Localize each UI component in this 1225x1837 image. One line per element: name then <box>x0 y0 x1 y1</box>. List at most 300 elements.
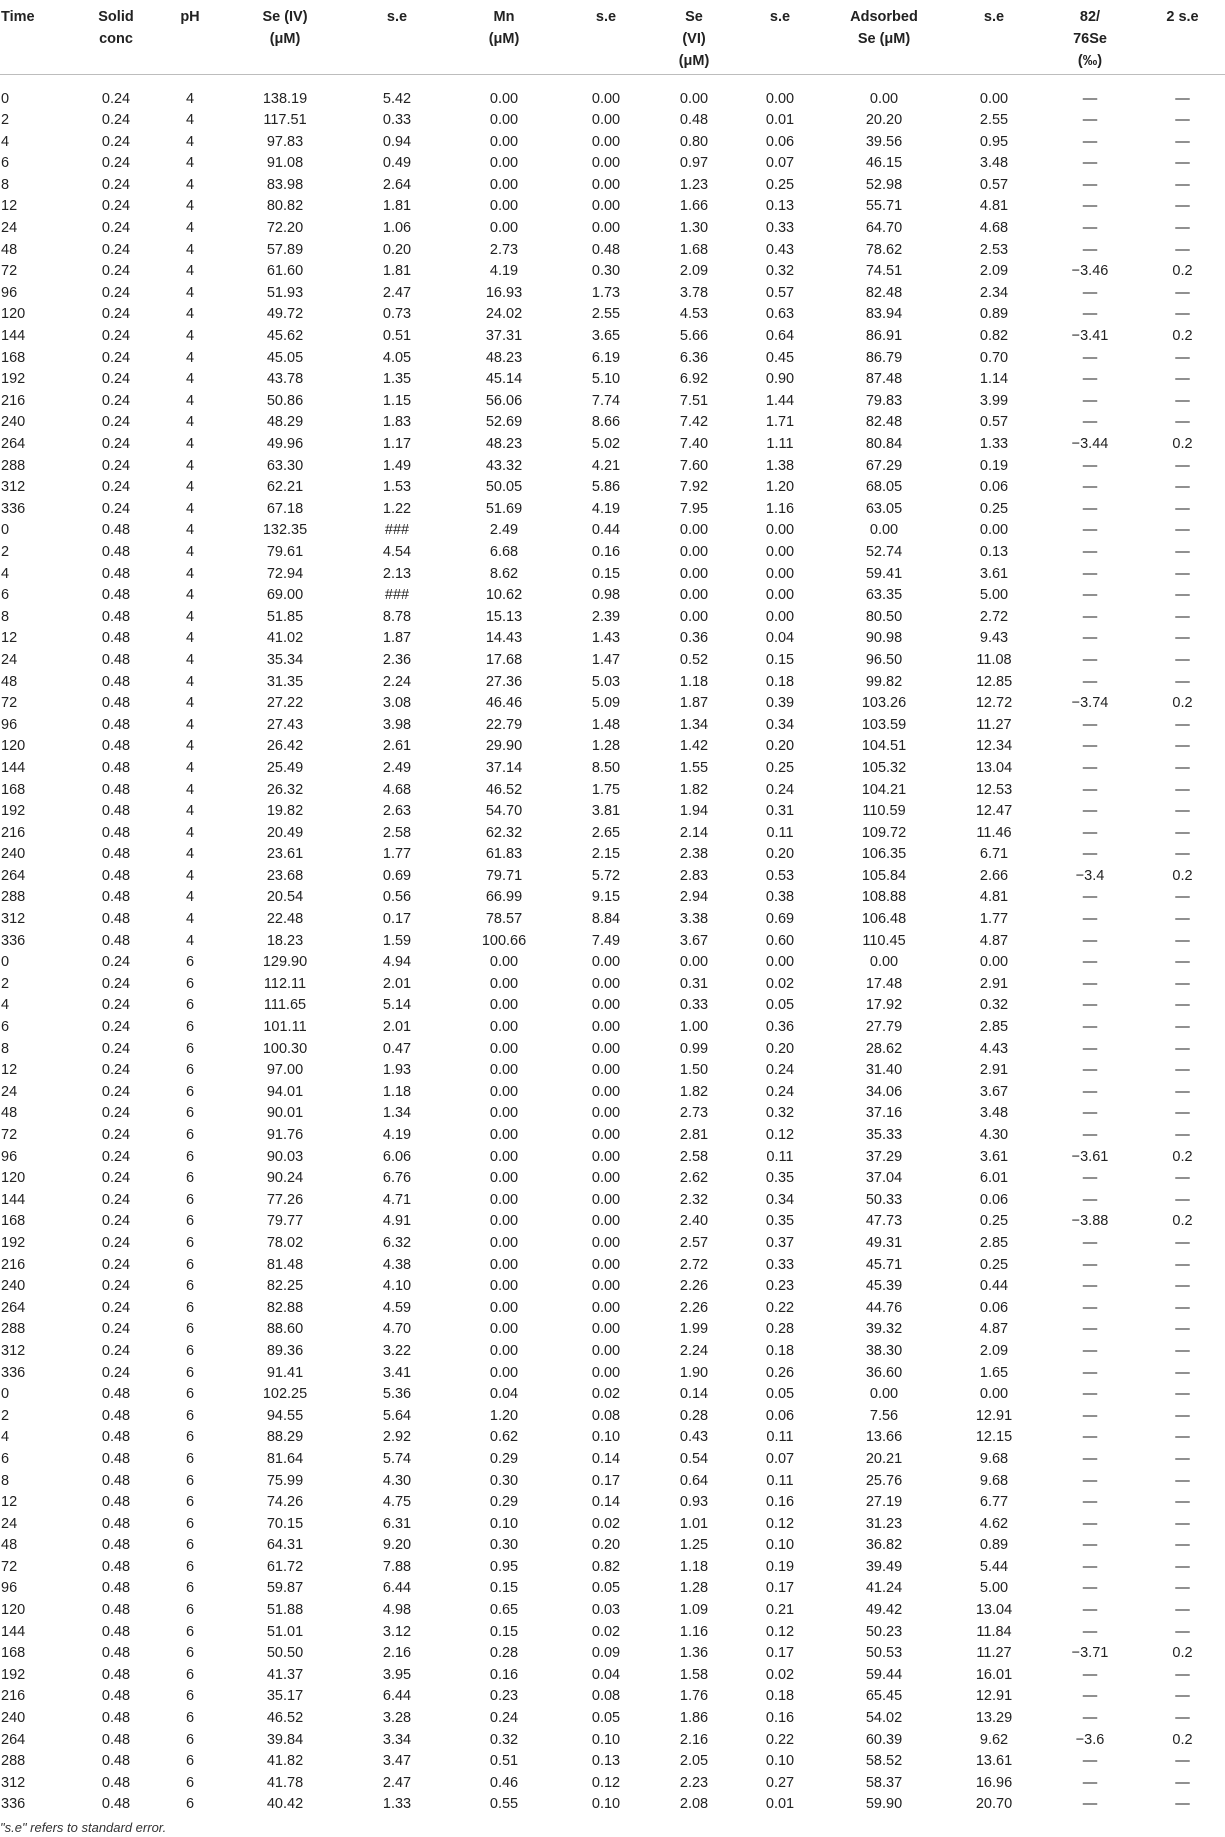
table-cell: 11.46 <box>976 824 1012 841</box>
table-cell: 0.00 <box>679 565 709 582</box>
table-cell: 0.00 <box>489 1127 519 1143</box>
table-cell: 6 <box>185 1602 195 1619</box>
table-cell: 0 <box>1 90 10 107</box>
table-cell: 24 <box>1 1515 18 1532</box>
table-cell: — <box>1082 457 1098 474</box>
table-cell: 1.28 <box>591 738 621 755</box>
table-cell: 1.35 <box>382 371 412 388</box>
table-cell: 0.00 <box>591 1234 621 1251</box>
table-row <box>0 672 1225 694</box>
table-cell: 0.43 <box>679 1429 709 1446</box>
table-cell: 12 <box>1 1062 18 1079</box>
table-cell: 2.01 <box>382 1019 412 1036</box>
table-cell: 0.57 <box>765 284 795 301</box>
table-cell: 168 <box>1 781 26 798</box>
table-cell: 2.62 <box>679 1170 709 1187</box>
table-cell: 4 <box>185 738 195 755</box>
table-cell: 4 <box>185 284 195 301</box>
table-cell: 2.26 <box>679 1299 709 1316</box>
table-cell: — <box>1082 1299 1098 1316</box>
table-cell: 144 <box>1 328 26 345</box>
table-cell: 1.38 <box>765 457 795 474</box>
table-cell: 0.19 <box>765 1558 795 1575</box>
table-cell: 120 <box>1 738 26 755</box>
table-cell: 0.48 <box>101 1407 131 1424</box>
table-cell: 264 <box>1 867 26 884</box>
table-cell: 6 <box>185 1472 195 1489</box>
table-cell: 0.13 <box>765 198 795 215</box>
table-cell: 0.48 <box>101 911 131 928</box>
table-cell: 25.49 <box>266 759 304 776</box>
table-cell: 5.66 <box>679 328 709 345</box>
table-cell: 31.40 <box>865 1062 903 1079</box>
table-cell: — <box>1082 1364 1098 1381</box>
table-cell: 3.67 <box>979 1083 1009 1100</box>
table-cell: 46.52 <box>266 1710 304 1727</box>
table-cell: — <box>1082 759 1098 776</box>
table-cell: 2.72 <box>679 1256 709 1273</box>
table-cell: 4 <box>1 565 10 582</box>
table-cell: 0.00 <box>489 1062 519 1079</box>
table-cell: 4.10 <box>382 1278 412 1295</box>
table-cell: 4 <box>185 695 195 712</box>
table-cell: 0.18 <box>765 673 795 690</box>
table-cell: 336 <box>1 932 26 949</box>
table-cell: 1.18 <box>679 1558 709 1575</box>
table-cell: 336 <box>1 500 26 517</box>
table-cell: 0.55 <box>489 1796 519 1813</box>
table-cell: 1.30 <box>679 220 709 237</box>
table-cell: 4 <box>185 911 195 928</box>
table-cell: 6 <box>185 1170 195 1187</box>
table-cell: 68.05 <box>865 479 903 496</box>
table-cell: — <box>1082 716 1098 733</box>
table-cell: 0.00 <box>765 90 795 107</box>
table-cell: 64.70 <box>865 220 903 237</box>
table-cell: 4 <box>185 155 195 172</box>
table-cell: 0.24 <box>101 241 131 258</box>
table-cell: 0.24 <box>101 284 131 301</box>
table-cell: 0.00 <box>489 220 519 237</box>
table-cell: 0.06 <box>979 1299 1009 1316</box>
table-cell: 0.70 <box>979 349 1009 366</box>
table-cell: — <box>1082 176 1098 193</box>
table-cell: 4 <box>185 112 195 129</box>
table-cell: 0.24 <box>101 975 131 992</box>
table-cell: 192 <box>1 371 26 388</box>
table-row <box>0 1060 1225 1082</box>
table-cell: — <box>1175 1321 1190 1338</box>
table-cell: 0.65 <box>489 1602 519 1619</box>
table-row <box>0 412 1225 434</box>
table-cell: 0.25 <box>765 759 795 776</box>
table-cell: — <box>1082 241 1098 258</box>
table-cell: 94.01 <box>266 1083 304 1100</box>
table-cell: 0.06 <box>979 1191 1009 1208</box>
table-cell: 0.25 <box>979 1256 1009 1273</box>
table-cell: 4.53 <box>679 306 709 323</box>
table-cell: 1.09 <box>679 1602 709 1619</box>
table-cell: 0.48 <box>101 803 131 820</box>
table-cell: 39.56 <box>865 133 903 150</box>
table-cell: 0.00 <box>489 975 519 992</box>
column-header <box>0 0 72 74</box>
table-cell: 0.26 <box>765 1364 795 1381</box>
table-cell: 0.10 <box>591 1731 621 1748</box>
table-cell: 20.20 <box>865 112 903 129</box>
table-cell: 0.37 <box>765 1234 795 1251</box>
table-cell: 0.19 <box>979 457 1009 474</box>
table-cell: 4.54 <box>382 543 412 560</box>
table-cell: 2 <box>1 975 10 992</box>
table-row <box>0 1665 1225 1687</box>
table-cell: 4 <box>1 133 10 150</box>
table-cell: 97.00 <box>266 1062 304 1079</box>
table-cell: 0.00 <box>489 1170 519 1187</box>
table-cell: — <box>1175 414 1190 431</box>
table-cell: 6 <box>185 1753 195 1770</box>
table-cell: 0.00 <box>679 587 709 604</box>
table-cell: 0.24 <box>101 220 131 237</box>
table-cell: 0.00 <box>591 176 621 193</box>
table-cell: 0.00 <box>591 1364 621 1381</box>
table-cell: 59.87 <box>266 1580 304 1597</box>
table-row <box>0 715 1225 737</box>
table-cell: 0.48 <box>101 1494 131 1511</box>
table-cell: — <box>1082 1774 1098 1791</box>
table-cell: 0.24 <box>101 457 131 474</box>
table-cell: 6 <box>185 1364 195 1381</box>
table-cell: 6 <box>185 1062 195 1079</box>
table-cell: 110.45 <box>862 932 906 949</box>
table-cell: 0.48 <box>101 1753 131 1770</box>
table-cell: 70.15 <box>266 1515 304 1532</box>
table-cell: 336 <box>1 1796 26 1813</box>
table-cell: 0.00 <box>591 1062 621 1079</box>
table-cell: 4 <box>185 867 195 884</box>
table-cell: 0.2 <box>1172 1731 1193 1748</box>
table-cell: 0.48 <box>101 1796 131 1813</box>
table-cell: — <box>1175 1364 1190 1381</box>
table-cell: 0.51 <box>382 328 412 345</box>
column-header <box>1040 0 1140 74</box>
table-cell: 0.97 <box>679 155 709 172</box>
table-cell: 6 <box>185 997 195 1014</box>
table-cell: — <box>1175 349 1190 366</box>
table-cell: 0.16 <box>591 543 621 560</box>
table-cell: 264 <box>1 1731 26 1748</box>
table-cell: 0.48 <box>101 673 131 690</box>
table-cell: — <box>1175 824 1190 841</box>
column-header-line: Time <box>1 9 35 25</box>
table-cell: 5.14 <box>382 997 412 1014</box>
table-cell: 0.00 <box>591 1170 621 1187</box>
table-cell: 1.33 <box>979 436 1009 452</box>
table-cell: 80.50 <box>865 608 903 625</box>
table-cell: 4.19 <box>489 263 519 280</box>
table-cell: 66.99 <box>485 889 523 906</box>
table-cell: 4.62 <box>979 1515 1009 1532</box>
table-row <box>0 89 1225 111</box>
table-cell: 6 <box>185 1148 195 1165</box>
table-cell: 0.15 <box>765 651 795 668</box>
table-cell: 0.00 <box>489 112 519 129</box>
table-cell: 0.00 <box>591 1019 621 1036</box>
table-cell: 0.00 <box>591 133 621 150</box>
table-cell: — <box>1082 1407 1098 1424</box>
table-cell: — <box>1175 1450 1190 1467</box>
table-cell: 0.16 <box>765 1710 795 1727</box>
table-cell: — <box>1175 587 1190 604</box>
table-cell: 111.65 <box>263 997 307 1014</box>
table-cell: 9.62 <box>979 1731 1009 1748</box>
table-cell: 4 <box>1 997 10 1014</box>
table-cell: 41.02 <box>266 630 304 647</box>
table-cell: 0.11 <box>766 1429 794 1446</box>
table-cell: 0.48 <box>101 824 131 841</box>
table-cell: 72.94 <box>266 565 304 582</box>
table-cell: 12.91 <box>975 1407 1013 1424</box>
table-cell: 6.06 <box>382 1148 412 1165</box>
table-cell: 45.62 <box>266 328 304 345</box>
table-row <box>0 1082 1225 1104</box>
table-cell: 4 <box>185 630 195 647</box>
table-cell: 17.68 <box>485 651 523 668</box>
table-cell: 0.00 <box>489 1105 519 1122</box>
table-cell: — <box>1082 1429 1098 1446</box>
table-cell: 2.09 <box>979 1342 1009 1359</box>
table-row <box>0 218 1225 240</box>
column-header-line: Adsorbed <box>850 9 918 25</box>
table-cell: — <box>1175 1234 1190 1251</box>
table-cell: 0.00 <box>679 954 709 971</box>
table-cell: 6.44 <box>382 1580 412 1597</box>
table-cell: 1.83 <box>382 414 412 431</box>
table-cell: 2.91 <box>979 1062 1009 1079</box>
table-cell: 0.24 <box>101 1234 131 1251</box>
table-cell: 9.15 <box>591 889 621 906</box>
table-row <box>0 434 1225 456</box>
table-cell: — <box>1082 90 1098 107</box>
table-cell: 4 <box>185 133 195 150</box>
table-cell: — <box>1175 1537 1190 1554</box>
table-cell: 2.09 <box>979 263 1009 280</box>
table-cell: 88.60 <box>266 1321 304 1338</box>
table-cell: 1.86 <box>679 1710 709 1727</box>
table-cell: 6 <box>185 1731 195 1748</box>
table-cell: 0.24 <box>101 1019 131 1036</box>
table-cell: — <box>1082 1105 1098 1122</box>
table-cell: 54.70 <box>485 803 523 820</box>
table-cell: 0.48 <box>679 112 709 129</box>
table-cell: 0.24 <box>101 954 131 971</box>
table-cell: 0.38 <box>765 889 795 906</box>
table-cell: 1.73 <box>591 284 621 301</box>
table-cell: — <box>1175 1299 1190 1316</box>
table-cell: — <box>1175 975 1190 992</box>
table-cell: 3.47 <box>382 1753 412 1770</box>
table-cell: 0.48 <box>101 1558 131 1575</box>
table-cell: 0.48 <box>101 867 131 884</box>
table-cell: 1.99 <box>679 1321 709 1338</box>
table-cell: — <box>1175 608 1190 625</box>
table-cell: 2.47 <box>382 1774 412 1791</box>
table-cell: — <box>1175 1602 1190 1619</box>
table-cell: 0.2 <box>1172 867 1193 884</box>
table-cell: 81.64 <box>266 1450 304 1467</box>
table-cell: 11.27 <box>976 1645 1012 1662</box>
table-cell: 104.21 <box>861 781 907 798</box>
table-cell: 2.08 <box>679 1796 709 1813</box>
table-cell: 0.48 <box>101 1688 131 1705</box>
table-cell: 78.62 <box>865 241 903 258</box>
table-cell: −3.46 <box>1071 263 1109 280</box>
table-cell: 48 <box>1 1537 18 1554</box>
table-cell: 0.24 <box>101 1083 131 1100</box>
table-row <box>0 283 1225 305</box>
table-cell: 43.32 <box>485 457 523 474</box>
table-cell: 82.48 <box>865 284 903 301</box>
table-cell: — <box>1082 565 1098 582</box>
table-cell: 82.25 <box>266 1278 304 1295</box>
table-cell: 1.76 <box>679 1688 709 1705</box>
table-cell: 1.93 <box>382 1062 412 1079</box>
table-cell: 8 <box>1 1040 10 1057</box>
table-cell: 0.94 <box>382 133 412 150</box>
table-cell: 0.00 <box>591 975 621 992</box>
table-cell: 14.43 <box>485 630 523 647</box>
table-cell: 0.07 <box>765 1450 795 1467</box>
table-row <box>0 1211 1225 1233</box>
table-cell: — <box>1082 911 1098 928</box>
table-cell: 0.24 <box>101 176 131 193</box>
table-cell: 83.98 <box>266 176 304 193</box>
table-cell: 16.01 <box>975 1666 1013 1683</box>
table-body <box>0 74 1225 1816</box>
table-cell: — <box>1082 1278 1098 1295</box>
table-cell: 0.32 <box>979 997 1009 1014</box>
table-cell: 0.00 <box>489 954 519 971</box>
table-cell: 6 <box>185 1688 195 1705</box>
table-cell: 2.49 <box>382 759 412 776</box>
table-cell: 0 <box>1 954 10 971</box>
table-cell: 0.25 <box>979 1213 1009 1230</box>
table-cell: 192 <box>1 803 26 820</box>
table-cell: — <box>1082 1386 1098 1403</box>
table-cell: — <box>1175 1558 1190 1575</box>
column-header-line: 2 s.e <box>1166 9 1199 25</box>
table-cell: 0.10 <box>765 1753 795 1770</box>
table-cell: 4 <box>185 932 195 949</box>
table-cell: 2.57 <box>679 1234 709 1251</box>
table-cell: 10.62 <box>485 587 523 604</box>
table-cell: 0.00 <box>679 543 709 560</box>
table-cell: 0.00 <box>591 90 621 107</box>
table-cell: 0.00 <box>591 1105 621 1122</box>
table-cell: 0.05 <box>765 1386 795 1403</box>
table-cell: 0.89 <box>979 306 1009 323</box>
table-cell: 2.58 <box>679 1148 709 1165</box>
table-cell: 9.20 <box>382 1537 412 1554</box>
table-cell: 3.48 <box>979 1105 1009 1122</box>
table-cell: 0.24 <box>101 133 131 150</box>
table-row <box>0 1125 1225 1147</box>
table-cell: 0.82 <box>591 1558 621 1575</box>
table-cell: 0.48 <box>101 1666 131 1683</box>
table-cell: — <box>1175 716 1190 733</box>
table-cell: 2.55 <box>979 112 1009 129</box>
table-row <box>0 1514 1225 1536</box>
column-header-line: Se (IV) <box>262 9 308 25</box>
table-cell: 2.24 <box>679 1342 709 1359</box>
table-cell: 4.75 <box>382 1494 412 1511</box>
table-row <box>0 1773 1225 1795</box>
table-cell: 109.72 <box>861 824 907 841</box>
table-cell: 240 <box>1 1710 26 1727</box>
table-cell: −3.88 <box>1071 1213 1109 1230</box>
table-cell: 3.61 <box>979 565 1009 582</box>
column-header-line: conc <box>99 31 133 47</box>
table-cell: — <box>1175 759 1190 776</box>
table-row <box>0 758 1225 780</box>
column-header-line: (‰) <box>1077 53 1103 69</box>
table-cell: 4 <box>185 781 195 798</box>
table-cell: 6 <box>185 954 195 971</box>
table-cell: 6 <box>185 1105 195 1122</box>
table-cell: 87.48 <box>865 371 903 388</box>
table-cell: 192 <box>1 1234 26 1251</box>
table-cell: 129.90 <box>262 954 308 971</box>
table-cell: 0.48 <box>101 1537 131 1554</box>
table-row <box>0 1341 1225 1363</box>
table-cell: 4.30 <box>979 1127 1009 1143</box>
table-row <box>0 1147 1225 1169</box>
table-cell: 6 <box>185 1234 195 1251</box>
table-cell: 54.02 <box>865 1710 903 1727</box>
table-cell: 0.00 <box>489 198 519 215</box>
table-row <box>0 1643 1225 1665</box>
table-cell: — <box>1082 1666 1098 1683</box>
table-row <box>0 196 1225 218</box>
table-row <box>0 1384 1225 1406</box>
table-cell: 51.93 <box>266 284 304 301</box>
table-cell: 4 <box>185 824 195 841</box>
table-cell: 105.32 <box>861 759 907 776</box>
table-cell: 6 <box>185 975 195 992</box>
table-cell: 20.21 <box>865 1450 903 1467</box>
table-cell: 0.00 <box>591 155 621 172</box>
table-row <box>0 650 1225 672</box>
table-cell: 106.48 <box>861 911 907 928</box>
table-cell: — <box>1175 1774 1190 1791</box>
table-cell: 0.00 <box>591 1083 621 1100</box>
table-cell: 48 <box>1 241 18 258</box>
table-cell: 0.05 <box>765 997 795 1014</box>
table-cell: — <box>1175 457 1190 474</box>
table-cell: 0.00 <box>591 1256 621 1273</box>
table-cell: 58.37 <box>865 1774 903 1791</box>
table-cell: 38.30 <box>865 1342 903 1359</box>
table-cell: 0.28 <box>489 1645 519 1662</box>
table-cell: 31.23 <box>865 1515 903 1532</box>
table-cell: 120 <box>1 1602 26 1619</box>
table-cell: 6 <box>185 1299 195 1316</box>
table-cell: 1.43 <box>591 630 621 647</box>
table-cell: — <box>1175 1472 1190 1489</box>
table-cell: 79.71 <box>485 867 523 884</box>
table-cell: 3.22 <box>382 1342 412 1359</box>
table-cell: 3.67 <box>679 932 709 949</box>
